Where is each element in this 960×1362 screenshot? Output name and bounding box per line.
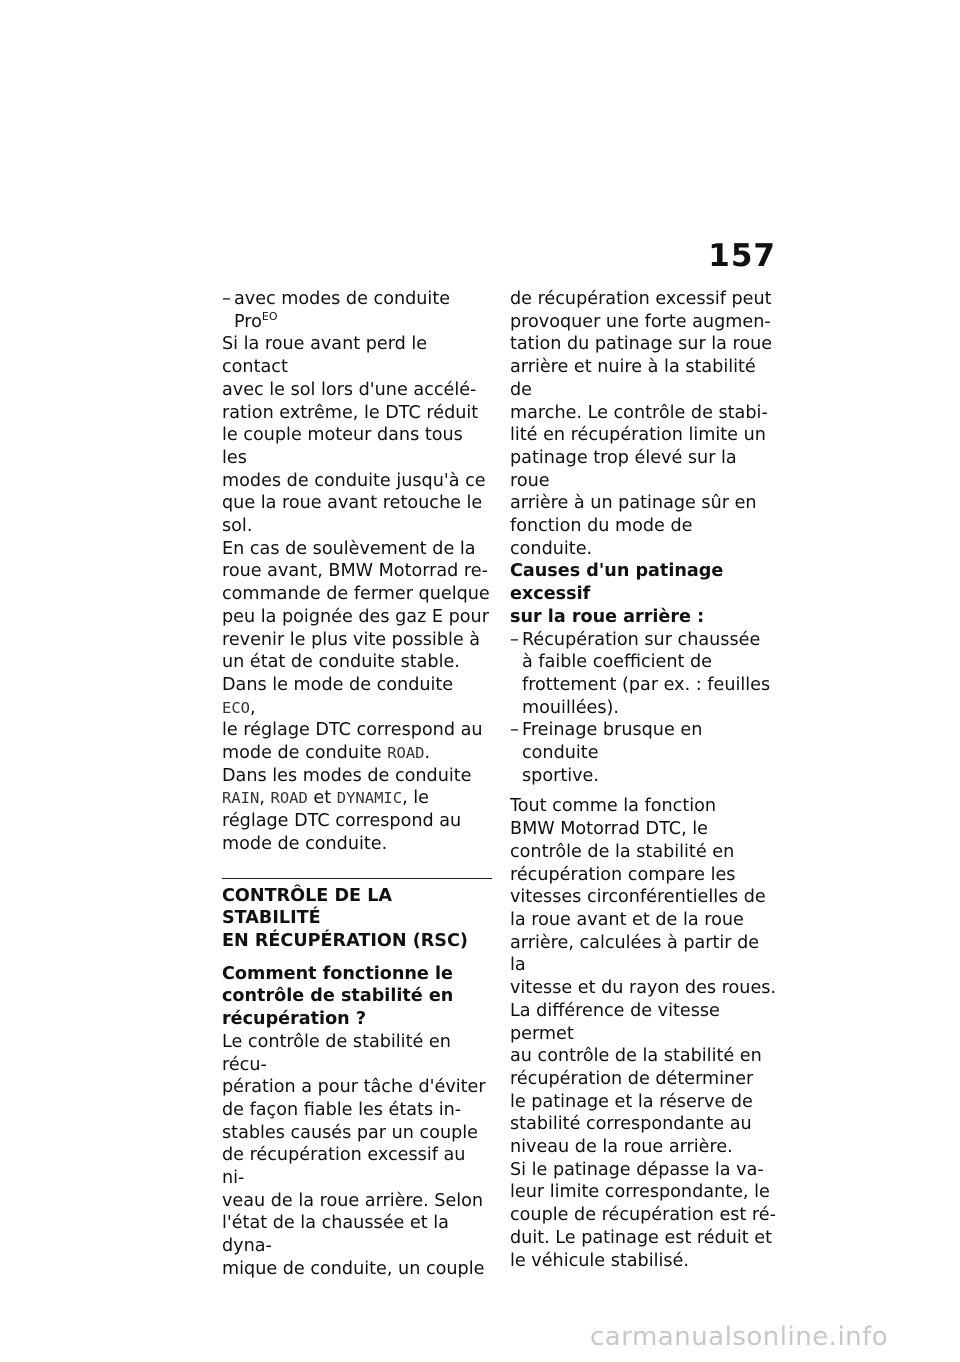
text-line: la roue avant et de la roue [510, 909, 744, 930]
left-column [222, 288, 492, 1281]
text-line: ration extrême, le DTC réduit [222, 402, 479, 423]
text-line: Tout comme la fonction [510, 796, 717, 817]
text-line: de récupération excessif peut [510, 289, 772, 309]
text-line: réglage DTC correspond au [222, 811, 462, 832]
text-line: stables causés par un couple [222, 1122, 478, 1143]
mode-rain-label: RAIN [222, 789, 260, 808]
text-line: le réglage DTC correspond au [222, 720, 483, 741]
watermark: carmanualsonline.info [590, 1322, 889, 1352]
text-line: roue avant, BMW Motorrad re- [222, 561, 488, 582]
heading-line: EN RÉCUPÉRATION (RSC) [222, 930, 468, 951]
text-line: de façon fiable les états in- [222, 1099, 462, 1120]
text-run: et [307, 788, 337, 809]
text-line: le couple moteur dans tous les [222, 425, 463, 468]
heading-line: Comment fonctionne le [222, 963, 453, 984]
text-run: mode de conduite [222, 743, 388, 764]
text-line: frottement (par ex. : feuilles [522, 674, 771, 695]
page-number: 157 [708, 238, 776, 274]
text-line: La différence de vitesse permet [510, 1000, 720, 1044]
text-line: le véhicule stabilisé. [510, 1250, 689, 1271]
text-line: vitesses circonférentielles de [510, 887, 766, 908]
paragraph-front-wheel-lift [222, 333, 492, 537]
mode-eco-label: ECO [222, 698, 250, 717]
mode-road-label: ROAD [387, 744, 425, 763]
paragraph-limit-exceeded [510, 1159, 780, 1273]
text-line: tation du patinage sur la roue [510, 334, 773, 355]
mode-road-label: ROAD [270, 789, 308, 808]
heading-line: récupération ? [222, 1009, 367, 1030]
spacer [510, 787, 780, 795]
list-dash: – [510, 720, 519, 741]
text-line: patinage trop élevé sur la roue [510, 447, 737, 491]
option-superscript: EO [261, 309, 278, 323]
text-line: stabilité correspondante au [510, 1114, 752, 1135]
text-line: mode de conduite. [222, 833, 388, 854]
text-line: modes de conduite jusqu'à ce [222, 470, 486, 491]
text-line: mouillées). [522, 697, 619, 718]
text-line: Récupération sur chaussée [522, 629, 761, 650]
text-run: , [250, 697, 256, 718]
text-line: que la roue avant retouche le [222, 493, 483, 514]
text-line: peu la poignée des gaz E pour [222, 606, 489, 627]
text-line: à faible coefficient de [522, 652, 713, 673]
list-dash: – [510, 629, 519, 650]
text-line: Freinage brusque en conduite [522, 720, 703, 764]
paragraph-rsc-continued [510, 288, 780, 560]
text-line: au contrôle de la stabilité en [510, 1046, 762, 1067]
text-line: sportive. [522, 765, 599, 786]
text-run: Dans le mode de conduite [222, 674, 454, 695]
text-line: mique de conduite, un couple [222, 1258, 485, 1279]
text-line: Le contrôle de stabilité en récu- [222, 1031, 451, 1075]
causes-heading [510, 560, 780, 628]
mode-dynamic-label: DYNAMIC [336, 789, 403, 808]
text-line: vitesse et du rayon des roues. [510, 978, 777, 999]
text-line: contrôle de la stabilité en [510, 841, 735, 862]
cause-list-item [510, 629, 780, 720]
list-item-text-cont: Pro [234, 311, 262, 332]
text-line: revenir le plus vite possible à [222, 629, 481, 650]
paragraph-speed-comparison [510, 795, 780, 1158]
sub-heading [222, 963, 492, 1031]
text-line: veau de la roue arrière. Selon [222, 1190, 484, 1211]
paragraph-recommendation [222, 538, 492, 674]
text-line: Dans les modes de conduite [222, 765, 472, 786]
text-run: , [259, 788, 271, 809]
section-heading [222, 885, 492, 953]
text-line: de récupération excessif au ni- [222, 1145, 466, 1189]
text-line: le patinage et la réserve de [510, 1091, 753, 1112]
paragraph-eco-mode [222, 674, 492, 765]
text-line: un état de conduite stable. [222, 652, 460, 673]
heading-line: contrôle de stabilité en [222, 986, 454, 1007]
text-line: leur limite correspondante, le [510, 1182, 770, 1203]
text-line: arrière et nuire à la stabilité de [510, 357, 756, 400]
list-item-text: avec modes de conduite [234, 289, 451, 309]
heading-line: Causes d'un patinage excessif [510, 561, 724, 605]
text-line: récupération de déterminer [510, 1068, 754, 1089]
text-line: sol. [222, 516, 253, 537]
text-line: avec le sol lors d'une accélé- [222, 379, 477, 400]
paragraph-other-modes [222, 765, 492, 856]
text-line: En cas de soulèvement de la [222, 538, 476, 559]
text-line: arrière à un patinage sûr en [510, 493, 757, 514]
text-line: pération a pour tâche d'éviter [222, 1077, 486, 1098]
text-line: duit. Le patinage est réduit et [510, 1227, 773, 1248]
heading-line: CONTRÔLE DE LA STABILITÉ [222, 885, 393, 929]
cause-list-item [510, 719, 780, 787]
right-column [510, 288, 780, 1272]
text-line: fonction du mode de conduite. [510, 516, 693, 559]
paragraph-rsc-intro [222, 1031, 492, 1281]
text-line: arrière, calculées à partir de la [510, 932, 760, 976]
text-line: récupération compare les [510, 864, 736, 885]
text-line: l'état de la chaussée et la dyna- [222, 1213, 449, 1257]
text-line: Si le patinage dépasse la va- [510, 1159, 764, 1180]
text-line: marche. Le contrôle de stabi- [510, 402, 768, 423]
text-line: couple de récupération est ré- [510, 1205, 776, 1226]
text-line: lité en récupération limite un [510, 425, 766, 446]
section-divider [222, 878, 492, 879]
text-line: provoquer une forte augmen- [510, 311, 771, 332]
text-run: , le [402, 788, 429, 809]
list-dash: – [222, 289, 231, 309]
text-line: niveau de la roue arrière. [510, 1137, 733, 1158]
text-run: . [424, 743, 431, 764]
heading-line: sur la roue arrière : [510, 606, 705, 627]
text-line: Si la roue avant perd le contact [222, 334, 428, 378]
mode-list-item [222, 288, 492, 333]
text-line: commande de fermer quelque [222, 584, 490, 605]
text-line: BMW Motorrad DTC, le [510, 819, 708, 840]
